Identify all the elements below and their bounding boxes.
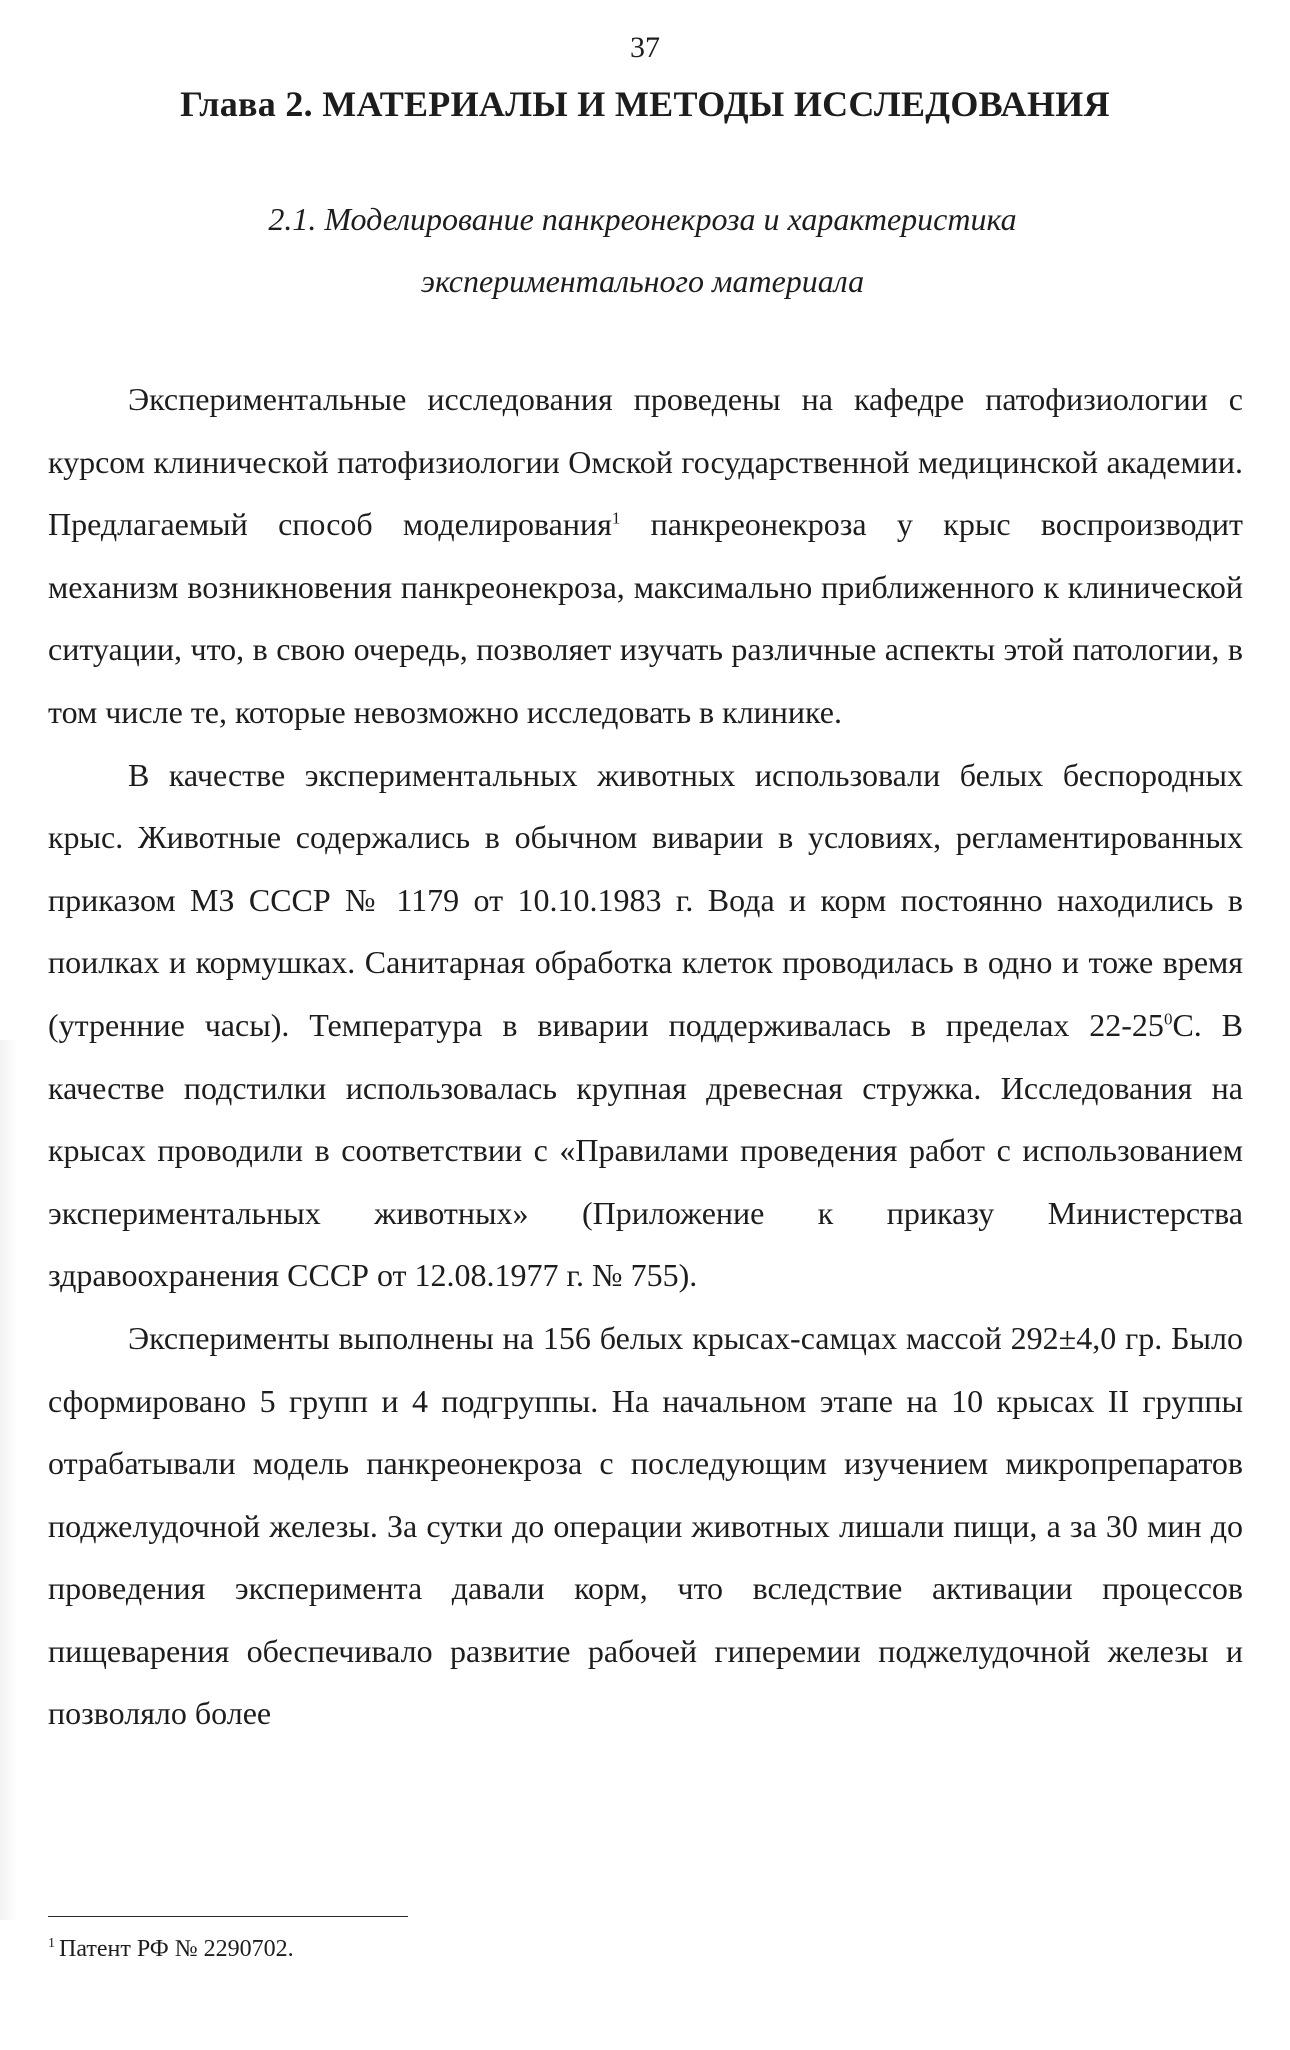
footnote-reference: 1 bbox=[611, 508, 621, 528]
paragraph-1-text-b: панкреонекроза у крыс воспроизводит механизм возникновения панкреонекроза, максимально приближенного к клинической ситуации, что, в свою очередь, позволяет изучать различные аспекты этой патологии, в том числе те, которые невозможно исследовать в клинике. bbox=[48, 506, 1243, 730]
chapter-title: Глава 2. МАТЕРИАЛЫ И МЕТОДЫ ИССЛЕДОВАНИЯ bbox=[180, 84, 1110, 124]
footnote-mark: 1 bbox=[48, 1936, 55, 1951]
paragraph-1 bbox=[48, 368, 1243, 744]
footnote-separator bbox=[48, 1916, 408, 1917]
paragraph-2-text-a: В качестве экспериментальных животных использовали белых беспородных крыс. Животные содержались в обычном виварии в условиях, регламентированных приказом МЗ СССР № 1179 от 10.10.1983 г. Вода и корм постоянно находились в поилках и кормушках. Санитарная обработка клеток проводилась в одно и тоже время (утренние часы). Температура в виварии поддерживалась в пределах 22-25 bbox=[48, 756, 1243, 1043]
section-title: 2.1. Моделирование панкреонекроза и характеристика экспериментального материала bbox=[268, 201, 1017, 299]
paragraph-1-text-a: Экспериментальные исследования проведены на кафедре патофизиологии с курсом клинической патофизиологии Омской государственной медицинской академии. Предлагаемый способ моделирования bbox=[48, 381, 1243, 543]
page-number: 37 bbox=[630, 31, 660, 64]
footnote-text: Патент РФ № 2290702. bbox=[59, 1936, 294, 1962]
footnote bbox=[48, 1934, 948, 1964]
scan-shadow bbox=[0, 1040, 18, 1920]
paragraph-3: Эксперименты выполнены на 156 белых крысах-самцах массой 292±4,0 гр. Было сформировано 5 групп и 4 подгруппы. На начальном этапе на 10 крысах II группы отрабатывали модель панкреонекроза с последующим изучением микропрепаратов поджелудочной железы. За сутки до операции животных лишали пищи, а за 30 мин до проведения эксперимента давали корм, что вследствие активации процессов пищеварения обеспечивало развитие рабочей гиперемии поджелудочной железы и позволяло более bbox=[48, 1319, 1243, 1732]
degree-superscript: 0 bbox=[1163, 1009, 1173, 1029]
body-text bbox=[48, 368, 1243, 1745]
paragraph-2 bbox=[48, 744, 1243, 1307]
paragraph-2-text-b: С. В качестве подстилки использовалась крупная древесная стружка. Исследования на крысах проводили в соответствии с «Правилами проведения работ с использованием экспериментальных животных» (Приложение к приказу Министерства здравоохранения СССР от 12.08.1977 г. № 755). bbox=[48, 1006, 1244, 1294]
